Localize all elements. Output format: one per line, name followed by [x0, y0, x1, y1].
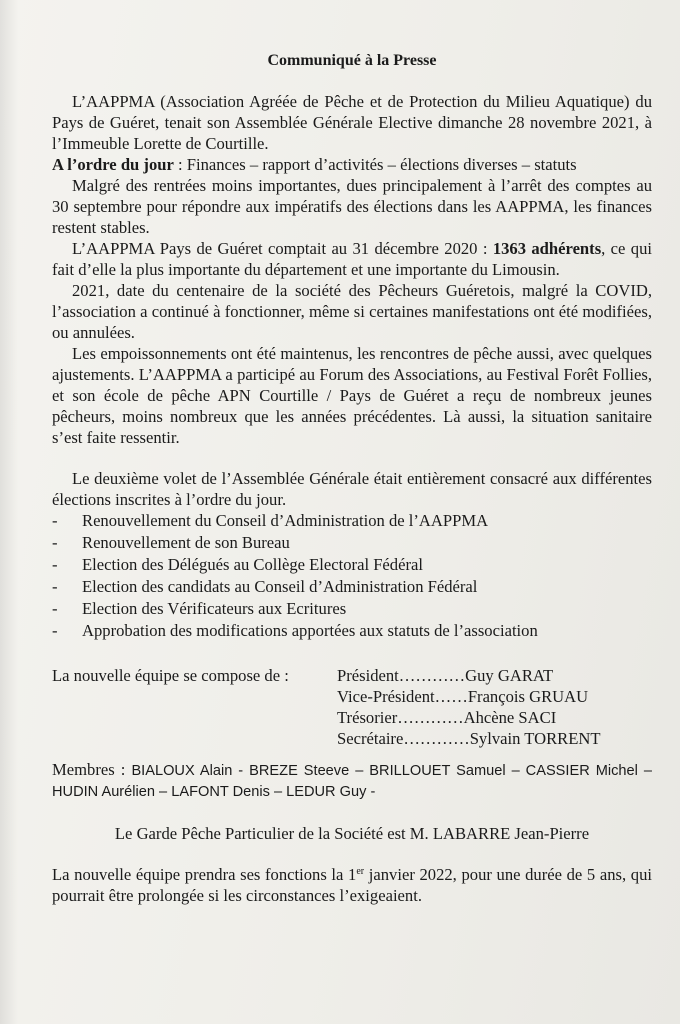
- paragraph-finances: Malgré des rentrées moins importantes, dues principalement à l’arrêt des comptes au 30 septembre pour répondre aux impératifs des élections dans les AAPPMA, les finances restent stables.: [52, 176, 652, 237]
- list-item: [52, 576, 652, 597]
- paragraph-final: [52, 864, 652, 906]
- list-dash: -: [52, 577, 58, 596]
- page-edge-shadow: [0, 0, 18, 1024]
- team-row-vice-president: [337, 686, 652, 707]
- final-superscript: er: [356, 866, 365, 877]
- list-item-text: Renouvellement de son Bureau: [82, 533, 290, 552]
- garde-peche-line: Le Garde Pêche Particulier de la Société est M. LABARRE Jean-Pierre: [114, 824, 590, 843]
- team-dots: …………: [403, 729, 470, 748]
- team-section: [52, 665, 652, 749]
- team-row-secretary: [337, 728, 652, 749]
- list-dash: -: [52, 599, 58, 618]
- team-role: Président: [337, 666, 399, 685]
- list-item-text: Election des candidats au Conseil d’Administration Fédéral: [82, 577, 478, 596]
- team-role: Trésorier: [337, 708, 398, 727]
- document-title: Communiqué à la Presse: [267, 52, 437, 69]
- list-dash: -: [52, 511, 58, 530]
- members-label: Membres :: [52, 760, 132, 779]
- elections-list: [52, 510, 652, 641]
- list-item: [52, 510, 652, 531]
- members-count-after: , ce qui fait d’elle la plus importante du département et une importante du Limousin.: [52, 239, 652, 279]
- members-names: BIALOUX Alain - BREZE Steeve – BRILLOUET Samuel – CASSIER Michel – HUDIN Aurélien – LAFONT Denis – LEDUR Guy -: [52, 763, 652, 800]
- document-body: [52, 50, 652, 906]
- paragraph-intro: L’AAPPMA (Association Agréée de Pêche et de Protection du Milieu Aquatique) du Pays de Guéret, tenait son Assemblée Générale Elective dimanche 28 novembre 2021, à l’Immeuble Lorette de Courtille.: [52, 92, 652, 153]
- team-dots: …………: [397, 708, 464, 727]
- paragraph-members-count: [52, 238, 652, 280]
- team-list: [337, 665, 652, 749]
- paragraph-elections-intro: Le deuxième volet de l’Assemblée Générale était entièrement consacré aux différentes élections inscrites à l’ordre du jour.: [52, 469, 652, 509]
- list-item-text: Election des Délégués au Collège Electoral Fédéral: [82, 555, 423, 574]
- list-item: [52, 532, 652, 553]
- team-row-treasurer: [337, 707, 652, 728]
- list-dash: -: [52, 621, 58, 640]
- list-dash: -: [52, 533, 58, 552]
- team-name: Guy GARAT: [465, 666, 554, 685]
- agenda-text: : Finances – rapport d’activités – élections diverses – statuts: [173, 155, 577, 174]
- paragraph-centenary: 2021, date du centenaire de la société des Pêcheurs Guéretois, malgré la COVID, l’association a continué à fonctionner, même si certaines manifestations ont été modifiées, ou annulées.: [52, 281, 652, 342]
- team-name: Sylvain TORRENT: [469, 729, 601, 748]
- agenda-line: [52, 154, 652, 175]
- team-dots: …………: [398, 666, 466, 685]
- team-role: Vice-Président: [337, 687, 435, 706]
- list-item-text: Approbation des modifications apportées aux statuts de l’association: [82, 621, 538, 640]
- final-after: janvier 2022, pour une durée de 5 ans, qui pourrait être prolongée si les circonstances l’exigeaient.: [52, 865, 652, 905]
- team-intro: La nouvelle équipe se compose de :: [52, 666, 289, 685]
- paragraph-activities: Les empoissonnements ont été maintenus, les rencontres de pêche aussi, avec quelques ajustements. L’AAPPMA a participé au Forum des Associations, au Festival Forêt Follies, et son école de pêche APN Courtille / Pays de Guéret a reçu de nombreux jeunes pêcheurs, moins nombreux que les années précédentes. Là aussi, la situation sanitaire s’est faite ressentir.: [52, 344, 652, 447]
- list-item: [52, 554, 652, 575]
- team-row-president: [337, 665, 652, 686]
- members-line: [52, 759, 652, 803]
- team-dots: ……: [434, 687, 468, 706]
- team-name: Ahcène SACI: [463, 708, 557, 727]
- team-name: François GRUAU: [467, 687, 589, 706]
- members-count-before: L’AAPPMA Pays de Guéret comptait au 31 décembre 2020 :: [72, 239, 493, 258]
- final-before: La nouvelle équipe prendra ses fonctions la 1: [52, 865, 357, 884]
- list-item: [52, 620, 652, 641]
- members-count-value: 1363 adhérents: [492, 239, 602, 258]
- spacer: [52, 844, 652, 864]
- spacer: [52, 803, 652, 823]
- team-role: Secrétaire: [337, 729, 404, 748]
- list-item-text: Election des Vérificateurs aux Ecritures: [82, 599, 347, 618]
- list-item: [52, 598, 652, 619]
- list-item-text: Renouvellement du Conseil d’Administration de l’AAPPMA: [82, 511, 489, 530]
- agenda-label: A l’ordre du jour: [52, 155, 174, 174]
- list-dash: -: [52, 555, 58, 574]
- spacer: [52, 448, 652, 468]
